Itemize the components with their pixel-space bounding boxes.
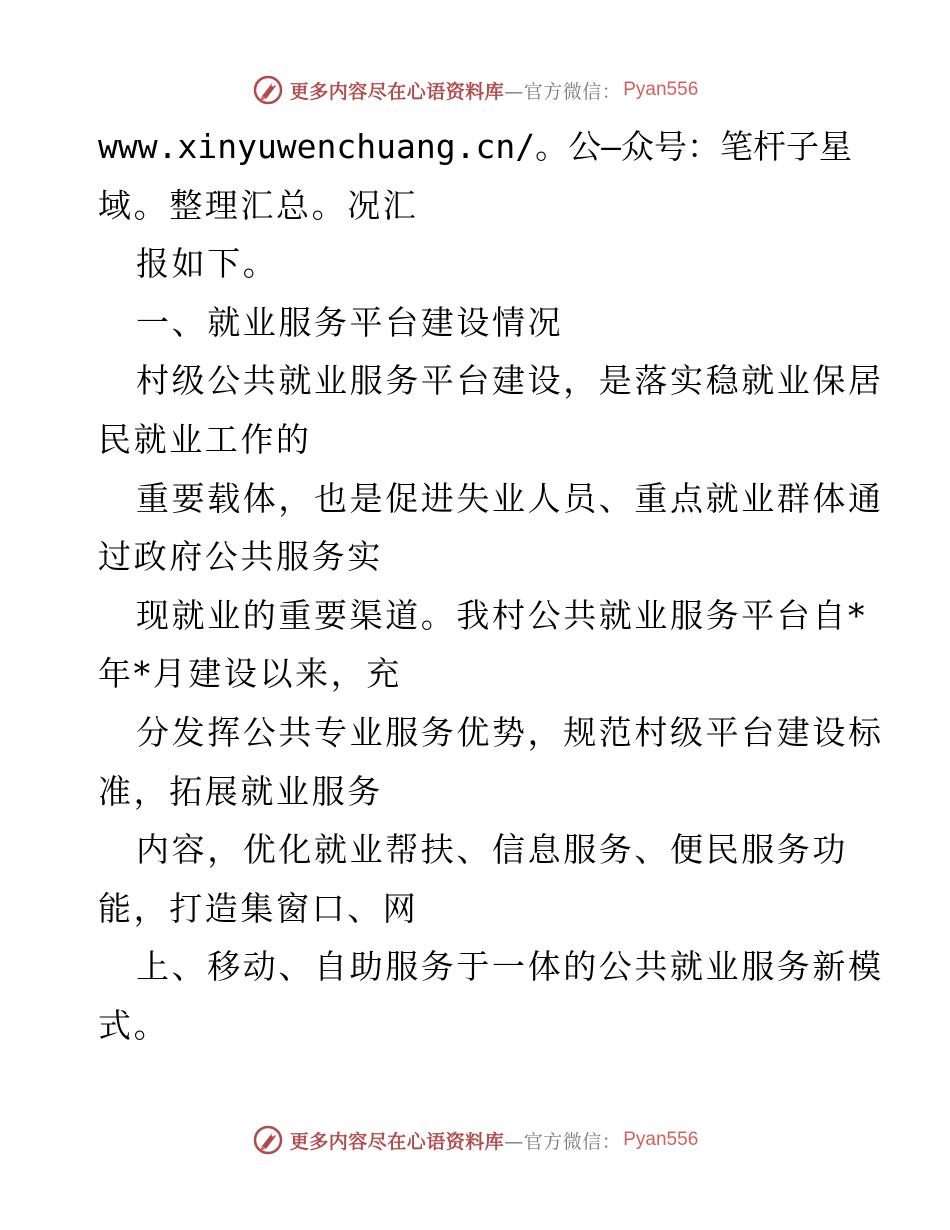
document-body (98, 118, 884, 1056)
body-line-3: 报如下。 (136, 244, 279, 284)
body-line-8: 过政府公共服务实 (98, 537, 383, 577)
body-line-13: 内容，优化就业帮扶、信息服务、便民服务功 (136, 830, 848, 870)
body-line-12: 准，拓展就业服务 (98, 771, 383, 811)
body-line-5: 村级公共就业服务平台建设，是落实稳就业保居 (136, 361, 884, 401)
body-line-6: 民就业工作的 (98, 419, 312, 459)
body-line-11: 分发挥公共专业服务优势，规范村级平台建设标 (136, 712, 884, 752)
body-line-16: 式。 (98, 1005, 170, 1045)
header-promo-text: 更多内容尽在心语资料库 (289, 80, 505, 103)
body-line-9: 现就业的重要渠道。我村公共就业服务平台自* (136, 595, 868, 635)
header-wechat-id: Pyan556 (623, 79, 699, 100)
body-line-15: 上、移动、自助服务于一体的公共就业服务新模 (136, 947, 884, 987)
footer-official-text: —官方微信： (504, 1130, 622, 1153)
header-official-text: —官方微信： (504, 80, 622, 103)
header-banner (0, 72, 950, 108)
footer-promo-text: 更多内容尽在心语资料库 (289, 1130, 505, 1153)
pen-nib-logo-icon (252, 1124, 284, 1156)
body-line-2: 域。整理汇总。况汇 (98, 185, 419, 225)
footer-wechat-id: Pyan556 (623, 1129, 699, 1150)
footer-banner (0, 1122, 950, 1158)
body-line-14: 能，打造集窗口、网 (98, 888, 419, 928)
body-line-7: 重要载体，也是促进失业人员、重点就业群体通 (136, 478, 884, 518)
body-line-10: 年*月建设以来，充 (98, 654, 402, 694)
section-heading: 一、就业服务平台建设情况 (136, 302, 564, 342)
pen-nib-logo-icon (252, 74, 284, 106)
body-line-1: www.xinyuwenchuang.cn/。公—众号：笔杆子星 (98, 127, 852, 166)
